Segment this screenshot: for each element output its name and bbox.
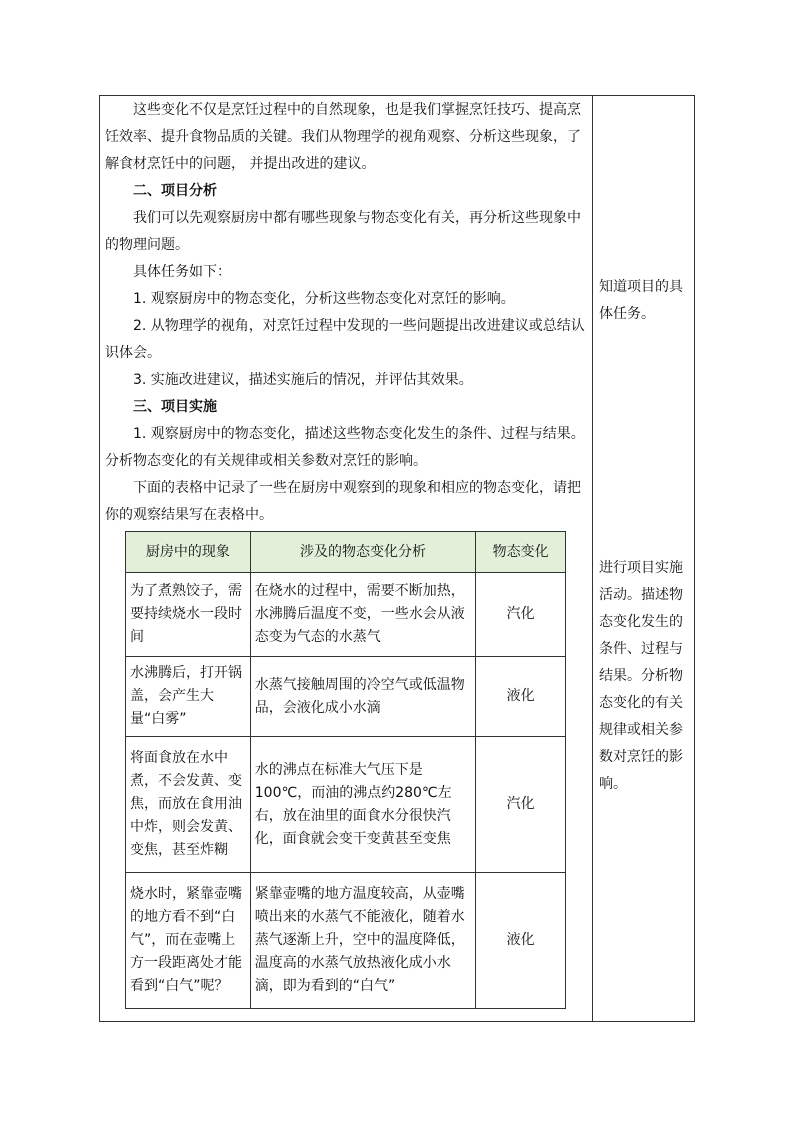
cell-phenomenon: 烧水时，紧靠壶嘴的地方看不到“白气”，而在壶嘴上方一段距离处才能看到“白气”呢？	[126, 873, 251, 1009]
table-row	[126, 657, 566, 737]
table-intro: 下面的表格中记录了一些在厨房中观察到的现象和相应的物态变化，请把你的观察结果写在表格中。	[105, 480, 581, 523]
cell-state-change: 液化	[476, 657, 566, 737]
tasks-intro: 具体任务如下：	[133, 264, 231, 280]
cell-analysis: 在烧水的过程中，需要不断加热，水沸腾后温度不变，一些水会从液态变为气态的水蒸气	[250, 573, 475, 657]
header-phenomenon: 厨房中的现象	[126, 532, 251, 573]
column-divider	[592, 95, 593, 1022]
cell-phenomenon: 将面食放在水中煮，不会发黄、变焦，而放在食用油中炸，则会发黄、变焦，甚至炸糊	[126, 737, 251, 873]
table-row	[126, 573, 566, 657]
table-row	[126, 873, 566, 1009]
table-row	[126, 737, 566, 873]
side-note-tasks-text: 知道项目的具体任务。	[599, 279, 683, 322]
cell-state-change: 汽化	[476, 737, 566, 873]
cell-state-change: 液化	[476, 873, 566, 1009]
cell-analysis: 水蒸气接触周围的冷空气或低温物品，会液化成小水滴	[250, 657, 475, 737]
task-item-2: 2. 从物理学的视角，对烹饪过程中发现的一些问题提出改进建议或总结认识体会。	[105, 318, 585, 361]
task-item-1: 1. 观察厨房中的物态变化，分析这些物态变化对烹饪的影响。	[133, 291, 515, 307]
cell-state-change: 汽化	[476, 573, 566, 657]
main-column	[105, 97, 589, 529]
cell-analysis: 紧靠壶嘴的地方温度较高，从壶嘴喷出来的水蒸气不能液化，随着水蒸气逐渐上升，空中的温度降低，温度高的水蒸气放热液化成小水滴，即为看到的“白气”	[250, 873, 475, 1009]
header-state-change: 物态变化	[476, 532, 566, 573]
side-note-tasks	[599, 274, 687, 328]
observation-table	[125, 531, 566, 1009]
implementation-step-1: 1. 观察厨房中的物态变化，描述这些物态变化发生的条件、过程与结果。分析物态变化的有关规律或相关参数对烹饪的影响。	[105, 426, 585, 469]
cell-phenomenon: 为了煮熟饺子，需要持续烧水一段时间	[126, 573, 251, 657]
side-note-implementation	[599, 555, 687, 798]
task-item-3: 3. 实施改进建议，描述实施后的情况，并评估其效果。	[133, 372, 473, 388]
section-heading-implementation: 三、项目实施	[133, 399, 217, 415]
cell-phenomenon: 水沸腾后，打开锅盖，会产生大量“白雾”	[126, 657, 251, 737]
cell-analysis: 水的沸点在标准大气压下是100℃，而油的沸点约280℃左右，放在油里的面食水分很快汽化，面食就会变干变黄甚至变焦	[250, 737, 475, 873]
analysis-paragraph: 我们可以先观察厨房中都有哪些现象与物态变化有关，再分析这些现象中的物理问题。	[105, 210, 581, 253]
intro-paragraph: 这些变化不仅是烹饪过程中的自然现象，也是我们掌握烹饪技巧、提高烹饪效率、提升食物品质的关键。我们从物理学的视角观察、分析这些现象，了解食材烹饪中的问题， 并提出改进的建议。	[105, 102, 581, 172]
table-header-row	[126, 532, 566, 573]
header-analysis: 涉及的物态变化分析	[250, 532, 475, 573]
side-note-implementation-text: 进行项目实施活动。描述物态变化发生的条件、过程与结果。分析物态变化的有关规律或相关参数对烹饪的影响。	[599, 560, 683, 792]
section-heading-analysis: 二、项目分析	[133, 183, 217, 199]
